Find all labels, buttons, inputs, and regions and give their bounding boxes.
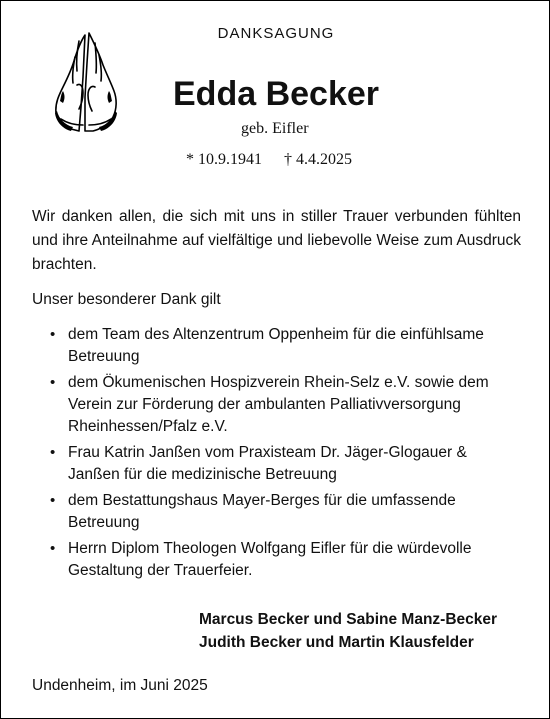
bullet: • (50, 326, 56, 343)
signers (199, 608, 497, 654)
bullet: • (50, 374, 56, 391)
life-dates (186, 151, 352, 169)
deceased-name: Edda Becker (173, 75, 379, 113)
list-item (46, 538, 516, 582)
list-item (46, 372, 516, 438)
death-date: † 4.4.2025 (284, 151, 352, 168)
list-item (46, 324, 516, 368)
thanks-list (46, 324, 516, 586)
thanks-paragraph: Wir danken allen, die sich mit uns in stiller Trauer verbunden fühlten und ihre Anteilnahme auf vielfältige und liebevolle Weise zum Ausdruck brachten. (32, 208, 521, 273)
list-item-text: dem Bestattungshaus Mayer-Berges für die umfassende Betreuung (68, 492, 456, 531)
praying-hands-icon (41, 27, 131, 137)
birth-date: * 10.9.1941 (186, 151, 262, 168)
list-item (46, 490, 516, 534)
bullet: • (50, 492, 56, 509)
bullet: • (50, 540, 56, 557)
maiden-name: geb. Eifler (241, 120, 309, 137)
special-thanks-intro: Unser besonderer Dank gilt (32, 291, 221, 308)
signer-line: Marcus Becker und Sabine Manz-Becker (199, 611, 498, 628)
notice-heading: DANKSAGUNG (217, 25, 335, 42)
list-item-text: Frau Katrin Janßen vom Praxisteam Dr. Jäger-Glogauer & Janßen für die medizinische Betreuung (68, 444, 467, 483)
bullet: • (50, 444, 56, 461)
list-item-text: Herrn Diplom Theologen Wolfgang Eifler für die würdevolle Gestaltung der Trauerfeier. (68, 540, 472, 579)
list-item-text: dem Team des Altenzentrum Oppenheim für die einfühlsame Betreuung (68, 326, 484, 365)
list-item (46, 442, 516, 486)
signer-line: Judith Becker und Martin Klausfelder (199, 634, 474, 651)
place-date: Undenheim, im Juni 2025 (32, 677, 208, 694)
list-item-text: dem Ökumenischen Hospizverein Rhein-Selz e.V. sowie dem Verein zur Förderung der ambulanten Palliativversorgung Rheinhessen/Pfalz e.V. (68, 374, 489, 435)
